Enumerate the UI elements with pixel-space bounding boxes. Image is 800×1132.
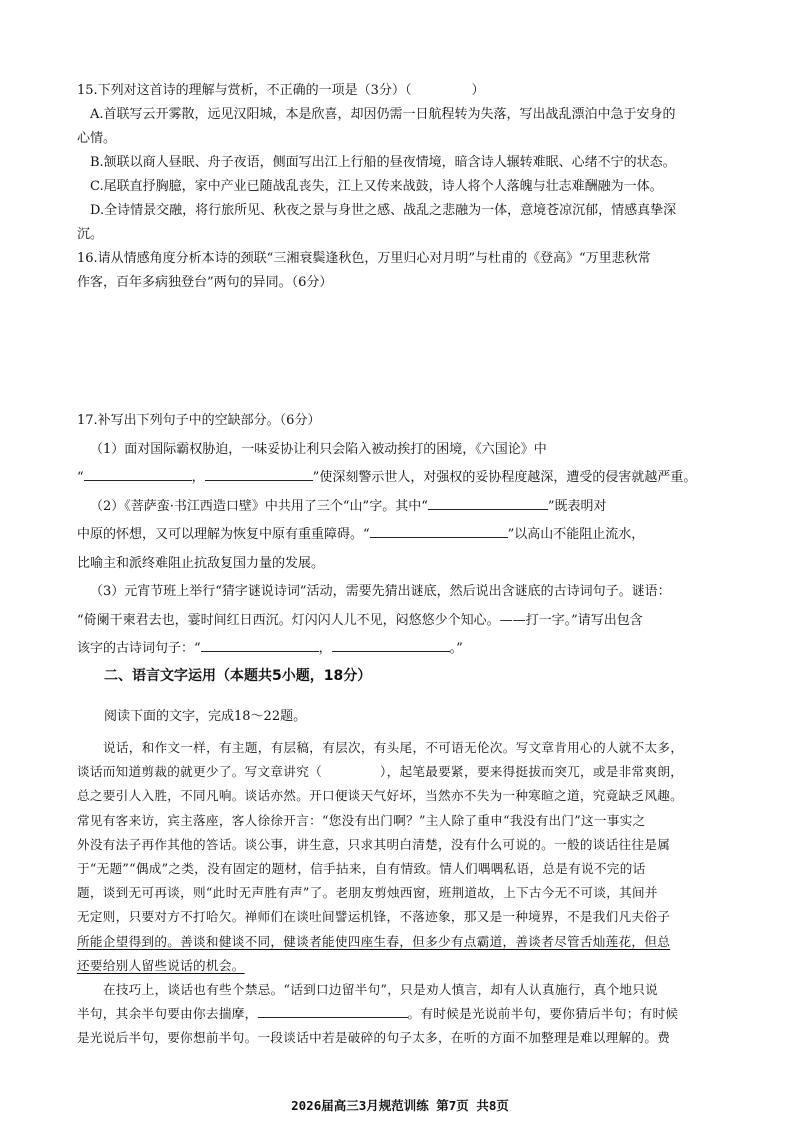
answer-blank[interactable] (201, 636, 319, 652)
question-17 (77, 407, 729, 664)
answer-blank[interactable] (205, 465, 313, 481)
q16-line-1: 16.请从情感角度分析本诗的颈联“三湘衰鬓逢秋色，万里归心对月明”与杜甫的《登高》“万里悲秋常 (77, 251, 651, 266)
q17-part-3-prompt: 该字的古诗词句子：“ (77, 641, 201, 656)
answer-blank[interactable] (84, 465, 192, 481)
passage-line: 总之要引人入胜，不同凡响。谈话亦然。开口便谈天气好坏，当然亦不失为一种寒暄之道，究竟缺乏风趣。 (77, 788, 684, 804)
passage-line: 在技巧上，谈话也有些个禁忌。“话到口边留半句”，只是劝人慎言，却有人认真施行，真个地只说 (103, 982, 659, 998)
section-2-lead: 阅读下面的文字，完成18～22题。 (104, 709, 307, 724)
reading-passage (77, 736, 729, 1051)
question-16 (77, 247, 729, 295)
passage-line: 是光说后半句，要你想前半句。一段谈话中若是破碎的句子太多，在听的方面不加整理是难以理解的。费 (77, 1030, 671, 1046)
q17-comma: ， (191, 470, 205, 485)
passage-line: 外没有法子再作其他的答话。谈公事，讲生意，只求其明白清楚，没有什么可说的。一般的谈话往往是属 (77, 836, 671, 852)
q15-option-a: A.首联写云开雾散，远见汉阳城，本是欣喜，却因仍需一日航程转为失落，写出战乱漂泊中急于安身的 (90, 107, 676, 122)
q17-part-2-text: （2）《菩萨蛮·书江西造口壁》中共用了三个“山”字。其中“ (90, 498, 428, 514)
passage-line (77, 760, 729, 784)
q17-part-1: （1）面对国际霸权胁迫，一味妥协让利只会陷入被动挨打的困境，《六国论》中 (90, 441, 547, 457)
passage-line-underlined: 所能企望得到的。善谈和健谈不同，健谈者能使四座生春，但多少有点霸道，善谈者尽管舌灿莲花，但总 (77, 933, 671, 949)
q17-part-3: （3）元宵节班上举行“猜字谜说诗词”活动，需要先猜出谜底，然后说出含谜底的古诗词句子。谜语： (90, 584, 671, 599)
q17-part-1-blanks (77, 464, 729, 493)
q17-part-2-rest: ”既表明对 (547, 498, 607, 514)
q15-option-d-cont: 沉。 (77, 227, 104, 242)
answer-blank[interactable] (370, 522, 508, 538)
q17-part-3-comma: ， (318, 641, 332, 656)
passage-text: 。有时候是光说前半句，要你猜后半句；有时候 (407, 1006, 679, 1022)
q17-stem: 17.补写出下列句子中的空缺部分。（6分） (77, 413, 321, 428)
answer-blank[interactable] (428, 494, 548, 510)
q17-part-2-cont (77, 521, 729, 550)
question-15 (77, 79, 729, 247)
q17-part-2 (77, 493, 729, 522)
passage-line: 无定则，只要对方不打哈欠。禅师们在谈吐间譬运机锋，不落迹象，那又是一种境界，不是我们凡夫俗子 (77, 909, 671, 925)
q17-part-2b-rest: ”以高山不能阻止流水， (507, 527, 645, 542)
q17-part-2-end: 比喻主和派终难阻止抗敌复国力量的发展。 (77, 555, 325, 571)
q16-line-2: 作客，百年多病独登台”两句的异同。（6分） (77, 275, 333, 290)
passage-text: 谈话而知道剪裁的就更少了。写文章讲究（ (77, 764, 322, 780)
q17-part-2b-text: 中原的怀想，又可以理解为恢复中原有重重障碍。“ (77, 527, 370, 542)
q15-option-c: C.尾联直抒胸臆，家中产业已随战乱丧失，江上又传来战鼓，诗人将个人落魄与壮志难酬融为一体。 (90, 179, 663, 194)
section-2-title: 二、语言文字运用（本题共5小题，18分） (104, 668, 372, 684)
q15-stem: 15.下列对这首诗的理解与赏析，不正确的一项是（3分）（ (77, 83, 412, 98)
answer-blank[interactable] (258, 1002, 408, 1018)
q15-option-b: B.颔联以商人昼眠、舟子夜语，侧面写出江上行船的昼夜情境，暗含诗人辗转难眠、心绪不宁的状态。 (90, 155, 676, 170)
answer-blank[interactable] (332, 636, 450, 652)
q15-option-a-cont: 心情。 (77, 131, 117, 146)
page-footer: 2026届高三3月规范训练 第7页 共8页 (291, 1098, 509, 1113)
passage-line: 题，谈到无可再谈，则“此时无声胜有声”了。老朋友剪烛西窗，班荆道故，上下古今无不可谈，其间并 (77, 885, 658, 901)
passage-text: ），起笔最要紧，要来得挺拔而突兀，或是非常爽朗， (379, 764, 684, 780)
passage-line: 常见有客来访，宾主落座，客人徐徐开言：“您没有出门啊？”主人除了重申“我没有出门”这一事实之 (77, 812, 646, 828)
q15-stem-close: ） (471, 83, 485, 98)
q17-part-3-blanks (77, 635, 729, 664)
passage-text: 半句，其余半句要由你去揣摩， (77, 1006, 258, 1022)
q17-part-3-riddle: “倚阑干柬君去也，霎时间红日西沉。灯闪闪人儿不见，闷悠悠少个知心。——打一字。”请写出包含 (77, 612, 643, 628)
passage-line (77, 1002, 729, 1026)
passage-line-underlined: 还要给别人留些说话的机会。 (77, 957, 245, 973)
passage-line: 于“无题”“偶成”之类，没有固定的题材，信手拈来，自有情致。情人们喁喁私语，总是有说不完的话 (77, 861, 646, 877)
q17-part-3-end: 。” (449, 641, 463, 656)
q17-part-1-rest: ”使深刻警示世人，对强权的妥协程度越深，遭受的侵害就越严重。 (312, 470, 697, 485)
q17-quote-open: “ (77, 470, 84, 485)
q15-option-d: D.全诗情景交融，将行旅所见、秋夜之景与身世之感、战乱之悲融为一体，意境苍凉沉郁，情感真挚深 (90, 203, 677, 218)
passage-line: 说话，和作文一样，有主题，有层稿，有层次，有头尾，不可语无伦次。写文章肯用心的人就不太多， (103, 740, 684, 755)
